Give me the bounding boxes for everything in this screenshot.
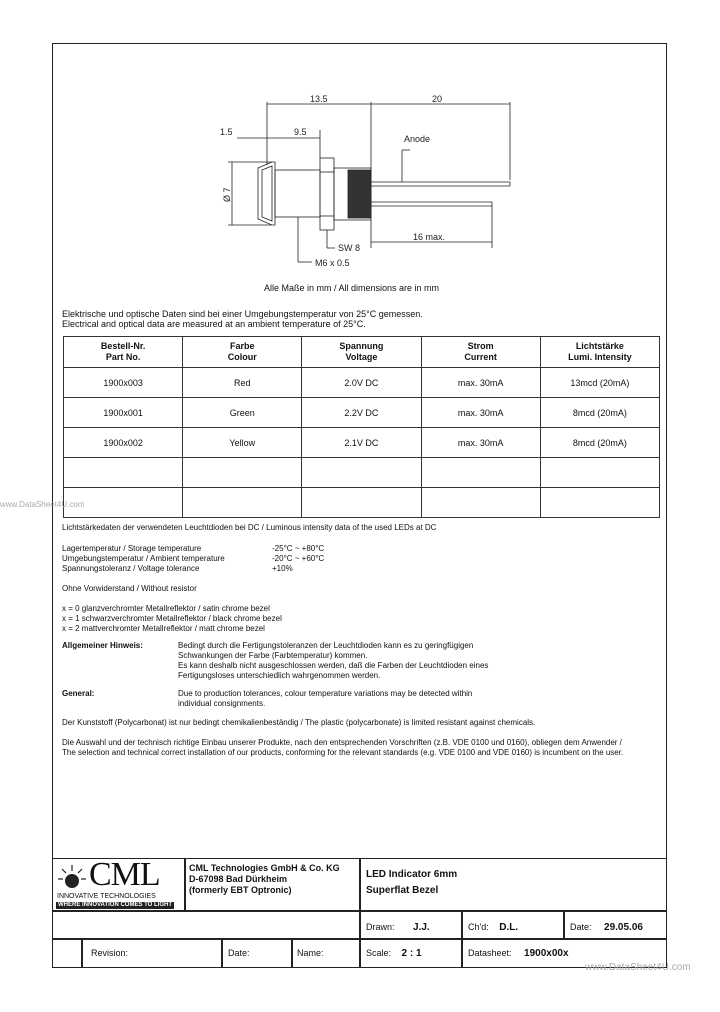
drawn-cell <box>360 911 462 939</box>
general-en-label: General: <box>62 689 95 698</box>
dim-diameter: Ø 7 <box>222 187 232 202</box>
cell-intensity: 8mcd (20mA) <box>540 398 659 428</box>
company-address: D-67098 Bad Dürkheim <box>189 874 288 884</box>
revision-cell <box>82 939 222 968</box>
cell-intensity <box>540 458 659 488</box>
date-label: Date: <box>570 922 592 932</box>
cell-colour: Yellow <box>183 428 302 458</box>
header-part: Bestell-Nr. Part No. <box>64 337 183 368</box>
cell-intensity: 13mcd (20mA) <box>540 368 659 398</box>
cell-current <box>421 458 540 488</box>
cell-colour <box>183 488 302 518</box>
general-de-label: Allgemeiner Hinweis: <box>62 641 143 650</box>
scale-cell <box>360 939 462 968</box>
scale-value: 2 : 1 <box>401 948 422 959</box>
cell-part: 1900x002 <box>64 428 183 458</box>
rev-index-cell <box>52 939 82 968</box>
product-subtitle: Superflat Bezel <box>366 885 439 896</box>
logo-sub: INNOVATIVE TECHNOLOGIES <box>57 893 156 900</box>
bezel-option: x = 2 mattverchromter Metallreflektor / matt chrome bezel <box>62 624 265 633</box>
date-cell <box>564 911 667 939</box>
resistor-note: Ohne Vorwiderstand / Without resistor <box>62 584 197 593</box>
checked-label: Ch'd: <box>468 922 489 932</box>
cell-current: max. 30mA <box>421 398 540 428</box>
header-voltage: Spannung Voltage <box>302 337 421 368</box>
cell-voltage <box>302 488 421 518</box>
title-block <box>52 858 667 968</box>
condition-row <box>62 564 352 574</box>
selection-note <box>62 738 623 758</box>
general-en-line: individual consignments. <box>178 699 266 708</box>
header-colour: Farbe Colour <box>183 337 302 368</box>
selection-line: Die Auswahl und der technisch richtige Einbau unserer Produkte, nach den entsprechenden Vorschriften (z.B. VDE 0100 und 0160), obliegen dem Anwender / <box>62 738 622 747</box>
cell-colour: Green <box>183 398 302 428</box>
selection-line: The selection and technical correct installation of our products, conforming for the relevant standards (e.g. VDE 0100 and VDE 0160) is incumbent on the user. <box>62 748 624 757</box>
dim-body: 9.5 <box>294 127 307 137</box>
general-en-text <box>178 689 472 709</box>
logo-text: CML <box>89 856 160 893</box>
cell-part: 1900x003 <box>64 368 183 398</box>
table-row <box>64 458 660 488</box>
plastic-note: Der Kunststoff (Polycarbonat) ist nur bedingt chemikalienbeständig / The plastic (polycarbonate) is limited resistant against chemicals. <box>62 718 536 727</box>
general-en-line: Due to production tolerances, colour temperature variations may be detected within <box>178 689 473 698</box>
condition-value: -25°C ~ +80°C <box>272 544 325 553</box>
checked-cell <box>462 911 564 939</box>
revision-label: Revision: <box>91 948 129 958</box>
table-row <box>64 428 660 458</box>
cell-voltage: 2.2V DC <box>302 398 421 428</box>
cell-intensity: 8mcd (20mA) <box>540 428 659 458</box>
cell-colour: Red <box>183 368 302 398</box>
name-label: Name: <box>297 948 324 958</box>
condition-label: Umgebungstemperatur / Ambient temperature <box>62 554 225 563</box>
checked-value: D.L. <box>499 922 519 933</box>
side-watermark: www.DataSheet4U.com <box>0 500 85 509</box>
dim-total: 13.5 <box>310 94 328 104</box>
logo-tagline: WHERE INNOVATION COMES TO LIGHT <box>58 902 172 908</box>
title-cell <box>360 858 667 911</box>
table-row <box>64 488 660 518</box>
company-former: (formerly EBT Optronic) <box>189 885 292 895</box>
cell-colour <box>183 458 302 488</box>
general-de-text <box>178 641 488 681</box>
cell-current: max. 30mA <box>421 428 540 458</box>
bottom-watermark: www.DataSheet4U.com <box>585 962 691 973</box>
dim-cut: 16 max. <box>413 232 446 242</box>
general-de-line: Fertigungsloses unterschiedlich wahrgenommen werden. <box>178 671 381 680</box>
condition-row <box>62 544 352 554</box>
company-cell <box>185 858 360 911</box>
conditions-list <box>62 544 352 574</box>
datasheet-value: 1900x00x <box>524 948 569 959</box>
intro-de: Elektrische und optische Daten sind bei einer Umgebungstemperatur von 25°C gemessen. <box>62 309 423 319</box>
logo-cell <box>52 858 185 911</box>
sun-logo-icon <box>57 863 87 893</box>
drawn-label: Drawn: <box>366 922 395 932</box>
dim-bezel: 1.5 <box>220 127 233 137</box>
cell-intensity <box>540 488 659 518</box>
scale-label: Scale: <box>366 948 392 958</box>
table-row <box>64 398 660 428</box>
intro-en: Electrical and optical data are measured at an ambient temperature of 25°C. <box>62 319 366 329</box>
condition-value: +10% <box>272 564 293 573</box>
cell-voltage <box>302 458 421 488</box>
drawn-value: J.J. <box>413 922 430 933</box>
bezel-option: x = 0 glanzverchromter Metallreflektor / satin chrome bezel <box>62 604 270 613</box>
bezel-option: x = 1 schwarzverchromter Metallreflektor / black chrome bezel <box>62 614 282 623</box>
cell-current: max. 30mA <box>421 368 540 398</box>
condition-label: Spannungstoleranz / Voltage tolerance <box>62 564 200 573</box>
condition-row <box>62 554 352 564</box>
header-current: Strom Current <box>421 337 540 368</box>
date-value: 29.05.06 <box>604 922 643 933</box>
thread-label: M6 x 0.5 <box>315 258 350 268</box>
spec-table <box>63 336 660 518</box>
table-header-row <box>64 337 660 368</box>
general-de-line: Es kann deshalb nicht ausgeschlossen werden, daß die Farben der Leuchtdioden eines <box>178 661 489 670</box>
rev-date-label: Date: <box>228 948 250 958</box>
name-cell <box>292 939 360 968</box>
luminous-note: Lichtstärkedaten der verwendeten Leuchtdioden bei DC / Luminous intensity data of the used LEDs at DC <box>62 523 437 532</box>
cell-part: 1900x001 <box>64 398 183 428</box>
condition-label: Lagertemperatur / Storage temperature <box>62 544 202 553</box>
cell-voltage: 2.0V DC <box>302 368 421 398</box>
product-title: LED Indicator 6mm <box>366 869 458 880</box>
table-row <box>64 368 660 398</box>
general-de-line: Schwankungen der Farbe (Farbtemperatur) kommen. <box>178 651 368 660</box>
cell-part <box>64 458 183 488</box>
blank-cell <box>52 911 360 939</box>
header-intensity: Lichtstärke Lumi. Intensity <box>540 337 659 368</box>
cell-voltage: 2.1V DC <box>302 428 421 458</box>
condition-value: -20°C ~ +60°C <box>272 554 325 563</box>
dim-leads: 20 <box>432 94 443 104</box>
general-de-line: Bedingt durch die Fertigungstoleranzen der Leuchtdioden kann es zu geringfügigen <box>178 641 474 650</box>
rev-date-cell <box>222 939 292 968</box>
led-technical-drawing <box>200 90 520 270</box>
company-name: CML Technologies GmbH & Co. KG <box>189 863 340 873</box>
dimensions-note: Alle Maße in mm / All dimensions are in mm <box>264 283 440 293</box>
cell-current <box>421 488 540 518</box>
datasheet-label: Datasheet: <box>468 948 512 958</box>
sw-label: SW 8 <box>338 243 361 253</box>
bezel-list <box>62 604 282 634</box>
anode-label: Anode <box>404 134 431 144</box>
